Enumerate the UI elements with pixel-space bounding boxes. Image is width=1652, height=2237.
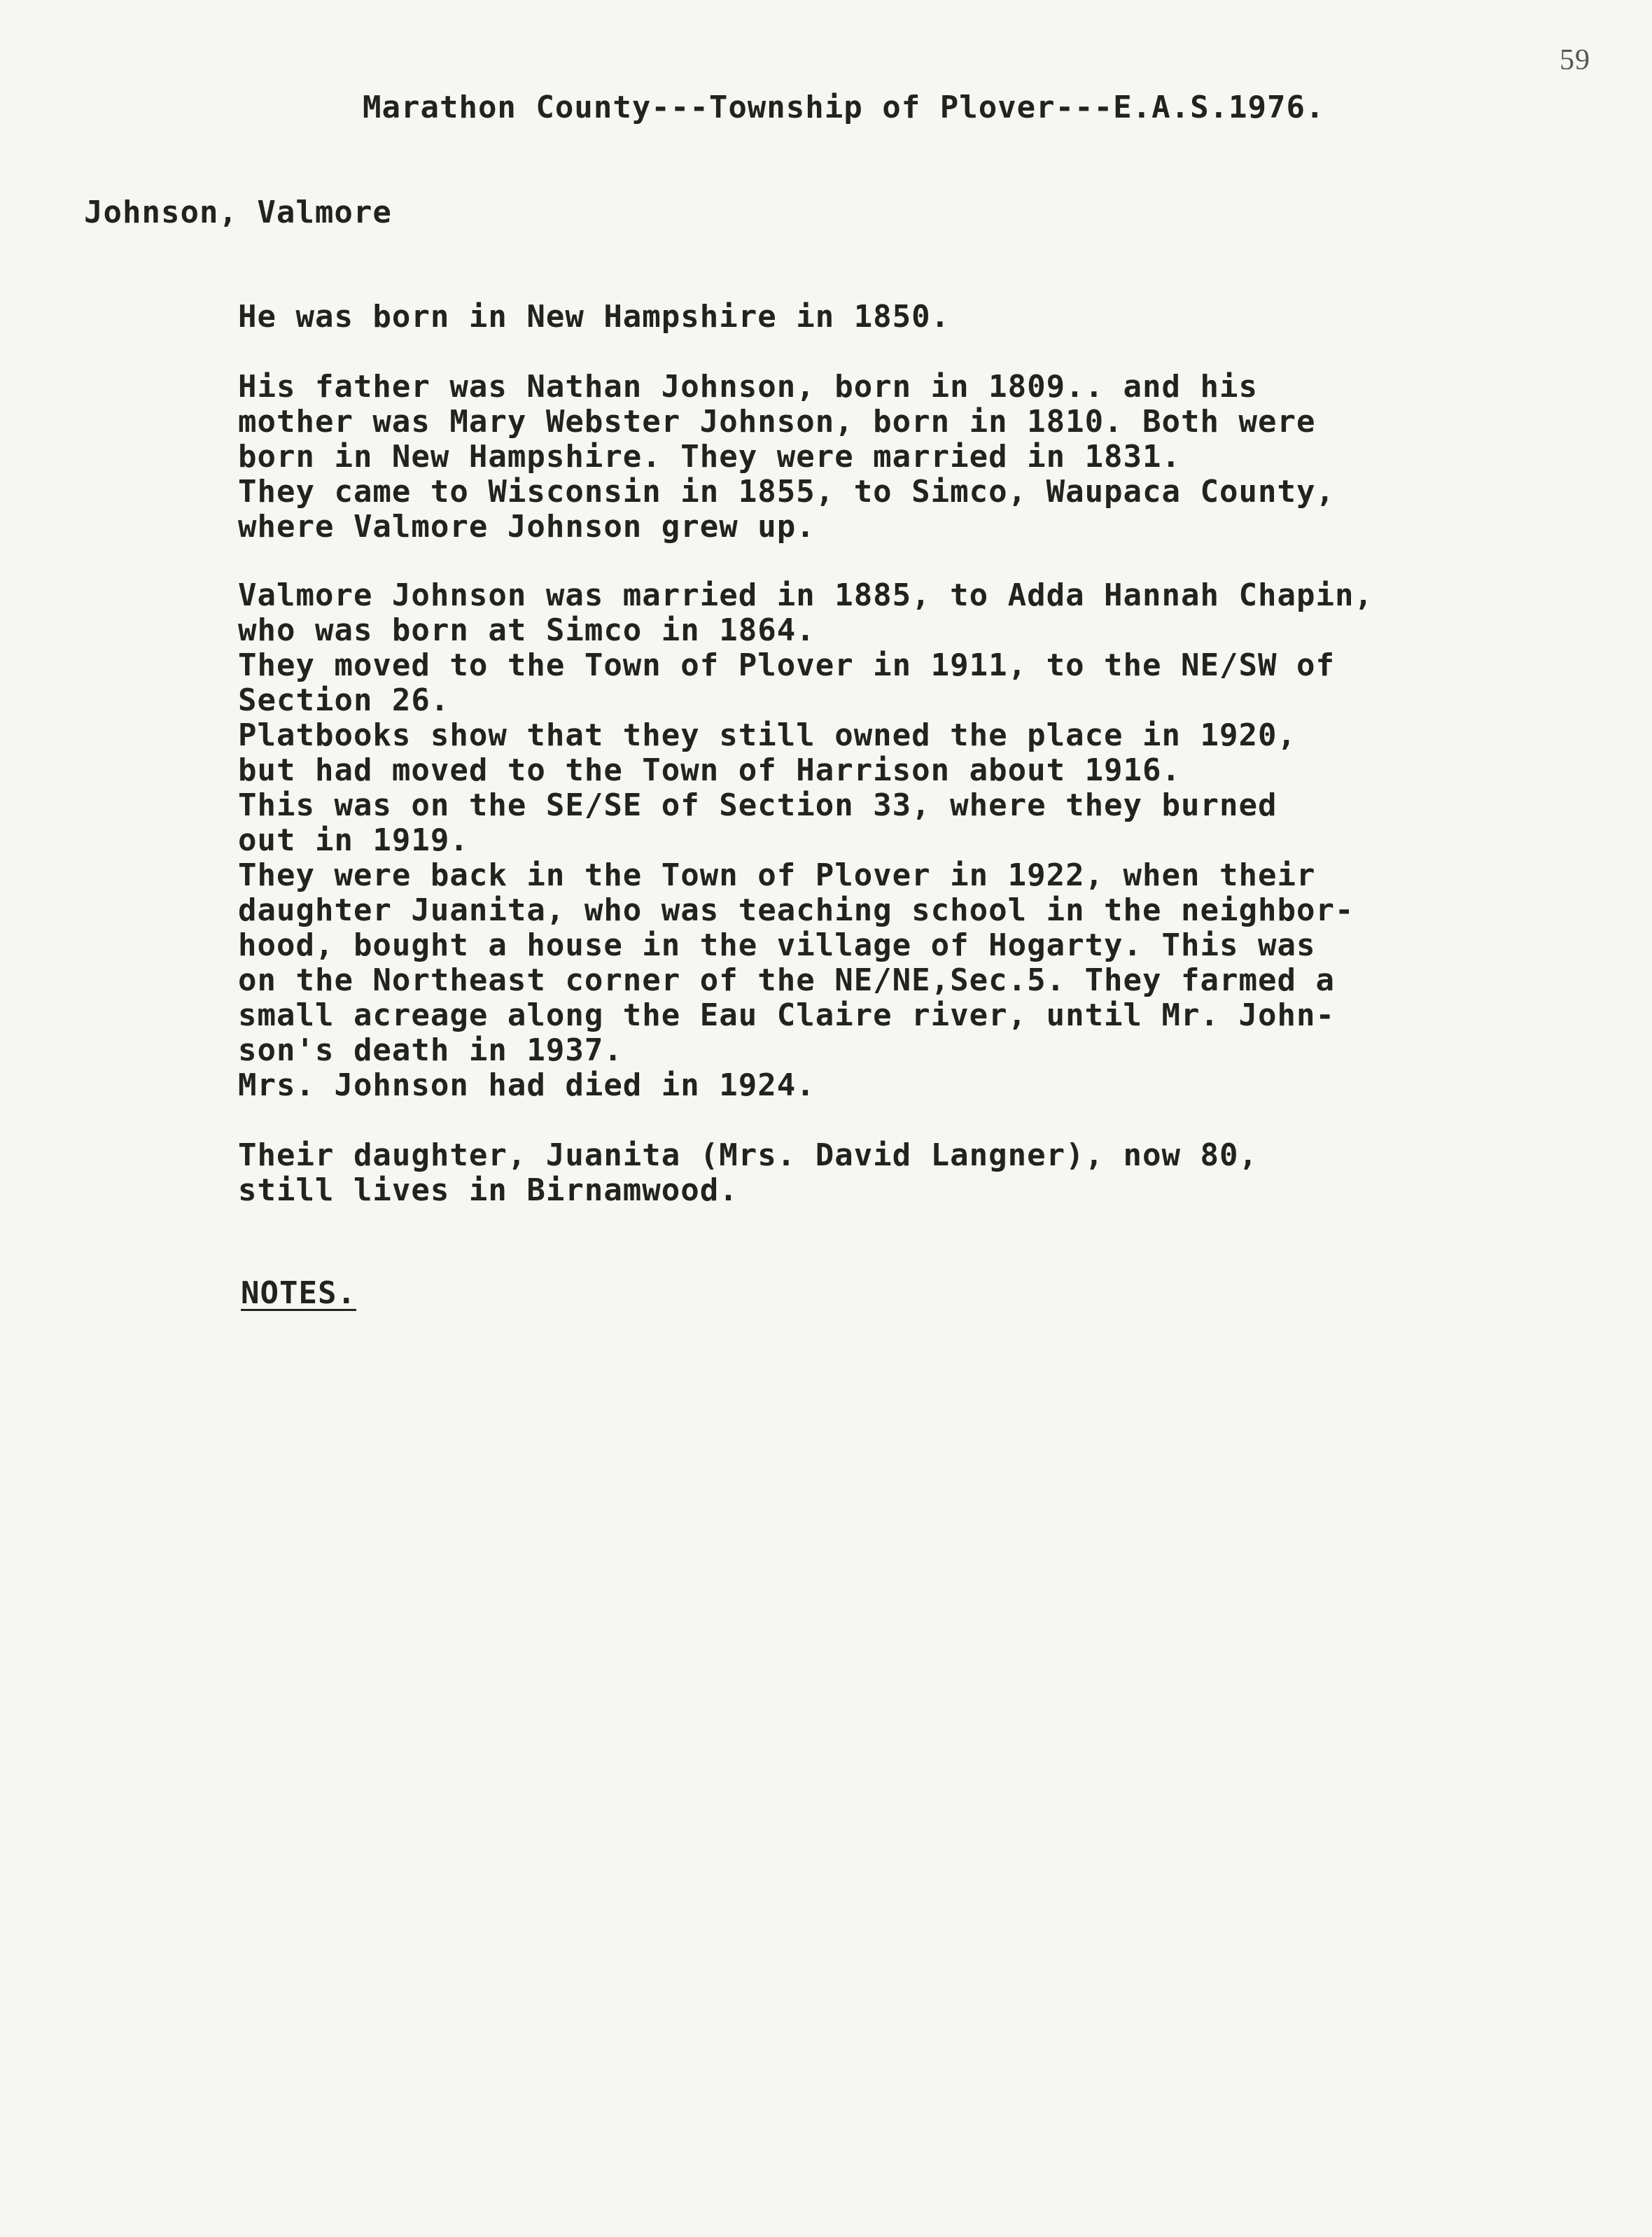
- text-line: on the Northeast corner of the NE/NE,Sec.5. They farmed a: [238, 962, 1335, 998]
- text-line: small acreage along the Eau Claire river, until Mr. John-: [238, 997, 1335, 1033]
- text-line: still lives in Birnamwood.: [238, 1172, 738, 1208]
- text-line: His father was Nathan Johnson, born in 1809.. and his: [238, 369, 1258, 405]
- paragraph-parents: [238, 370, 1568, 545]
- paragraph-marriage-and-residences: [238, 578, 1568, 1103]
- text-line: This was on the SE/SE of Section 33, where they burned: [238, 787, 1278, 823]
- paragraph-daughter: [238, 1138, 1568, 1208]
- text-line: They moved to the Town of Plover in 1911, to the NE/SW of: [238, 647, 1335, 683]
- text-line: born in New Hampshire. They were married in 1831.: [238, 439, 1182, 475]
- text-line: Mrs. Johnson had died in 1924.: [238, 1067, 816, 1103]
- text-line: son's death in 1937.: [238, 1032, 623, 1068]
- text-line: They were back in the Town of Plover in 1922, when their: [238, 857, 1316, 893]
- text-line: daughter Juanita, who was teaching school in the neighbor-: [238, 892, 1354, 928]
- document-header-title: Marathon County---Township of Plover---E.A.S.1976.: [363, 90, 1325, 125]
- text-line: but had moved to the Town of Harrison about 1916.: [238, 752, 1182, 788]
- text-line: Their daughter, Juanita (Mrs. David Langner), now 80,: [238, 1137, 1258, 1173]
- text-line: They came to Wisconsin in 1855, to Simco, Waupaca County,: [238, 474, 1335, 510]
- text-line: Section 26.: [238, 682, 450, 718]
- text-line: who was born at Simco in 1864.: [238, 612, 816, 648]
- text-line: out in 1919.: [238, 822, 469, 858]
- paragraph-birth: [238, 300, 1568, 335]
- page-number: 59: [1560, 44, 1590, 76]
- text-line: hood, bought a house in the village of Hogarty. This was: [238, 927, 1316, 963]
- text-line: mother was Mary Webster Johnson, born in 1810. Both were: [238, 404, 1316, 440]
- text-line: Platbooks show that they still owned the place in 1920,: [238, 717, 1296, 753]
- text-line: He was born in New Hampshire in 1850.: [238, 299, 951, 335]
- text-line: where Valmore Johnson grew up.: [238, 509, 816, 545]
- text-line: Valmore Johnson was married in 1885, to Adda Hannah Chapin,: [238, 577, 1373, 613]
- subject-name: Johnson, Valmore: [84, 195, 392, 230]
- notes-heading: NOTES.: [241, 1275, 356, 1311]
